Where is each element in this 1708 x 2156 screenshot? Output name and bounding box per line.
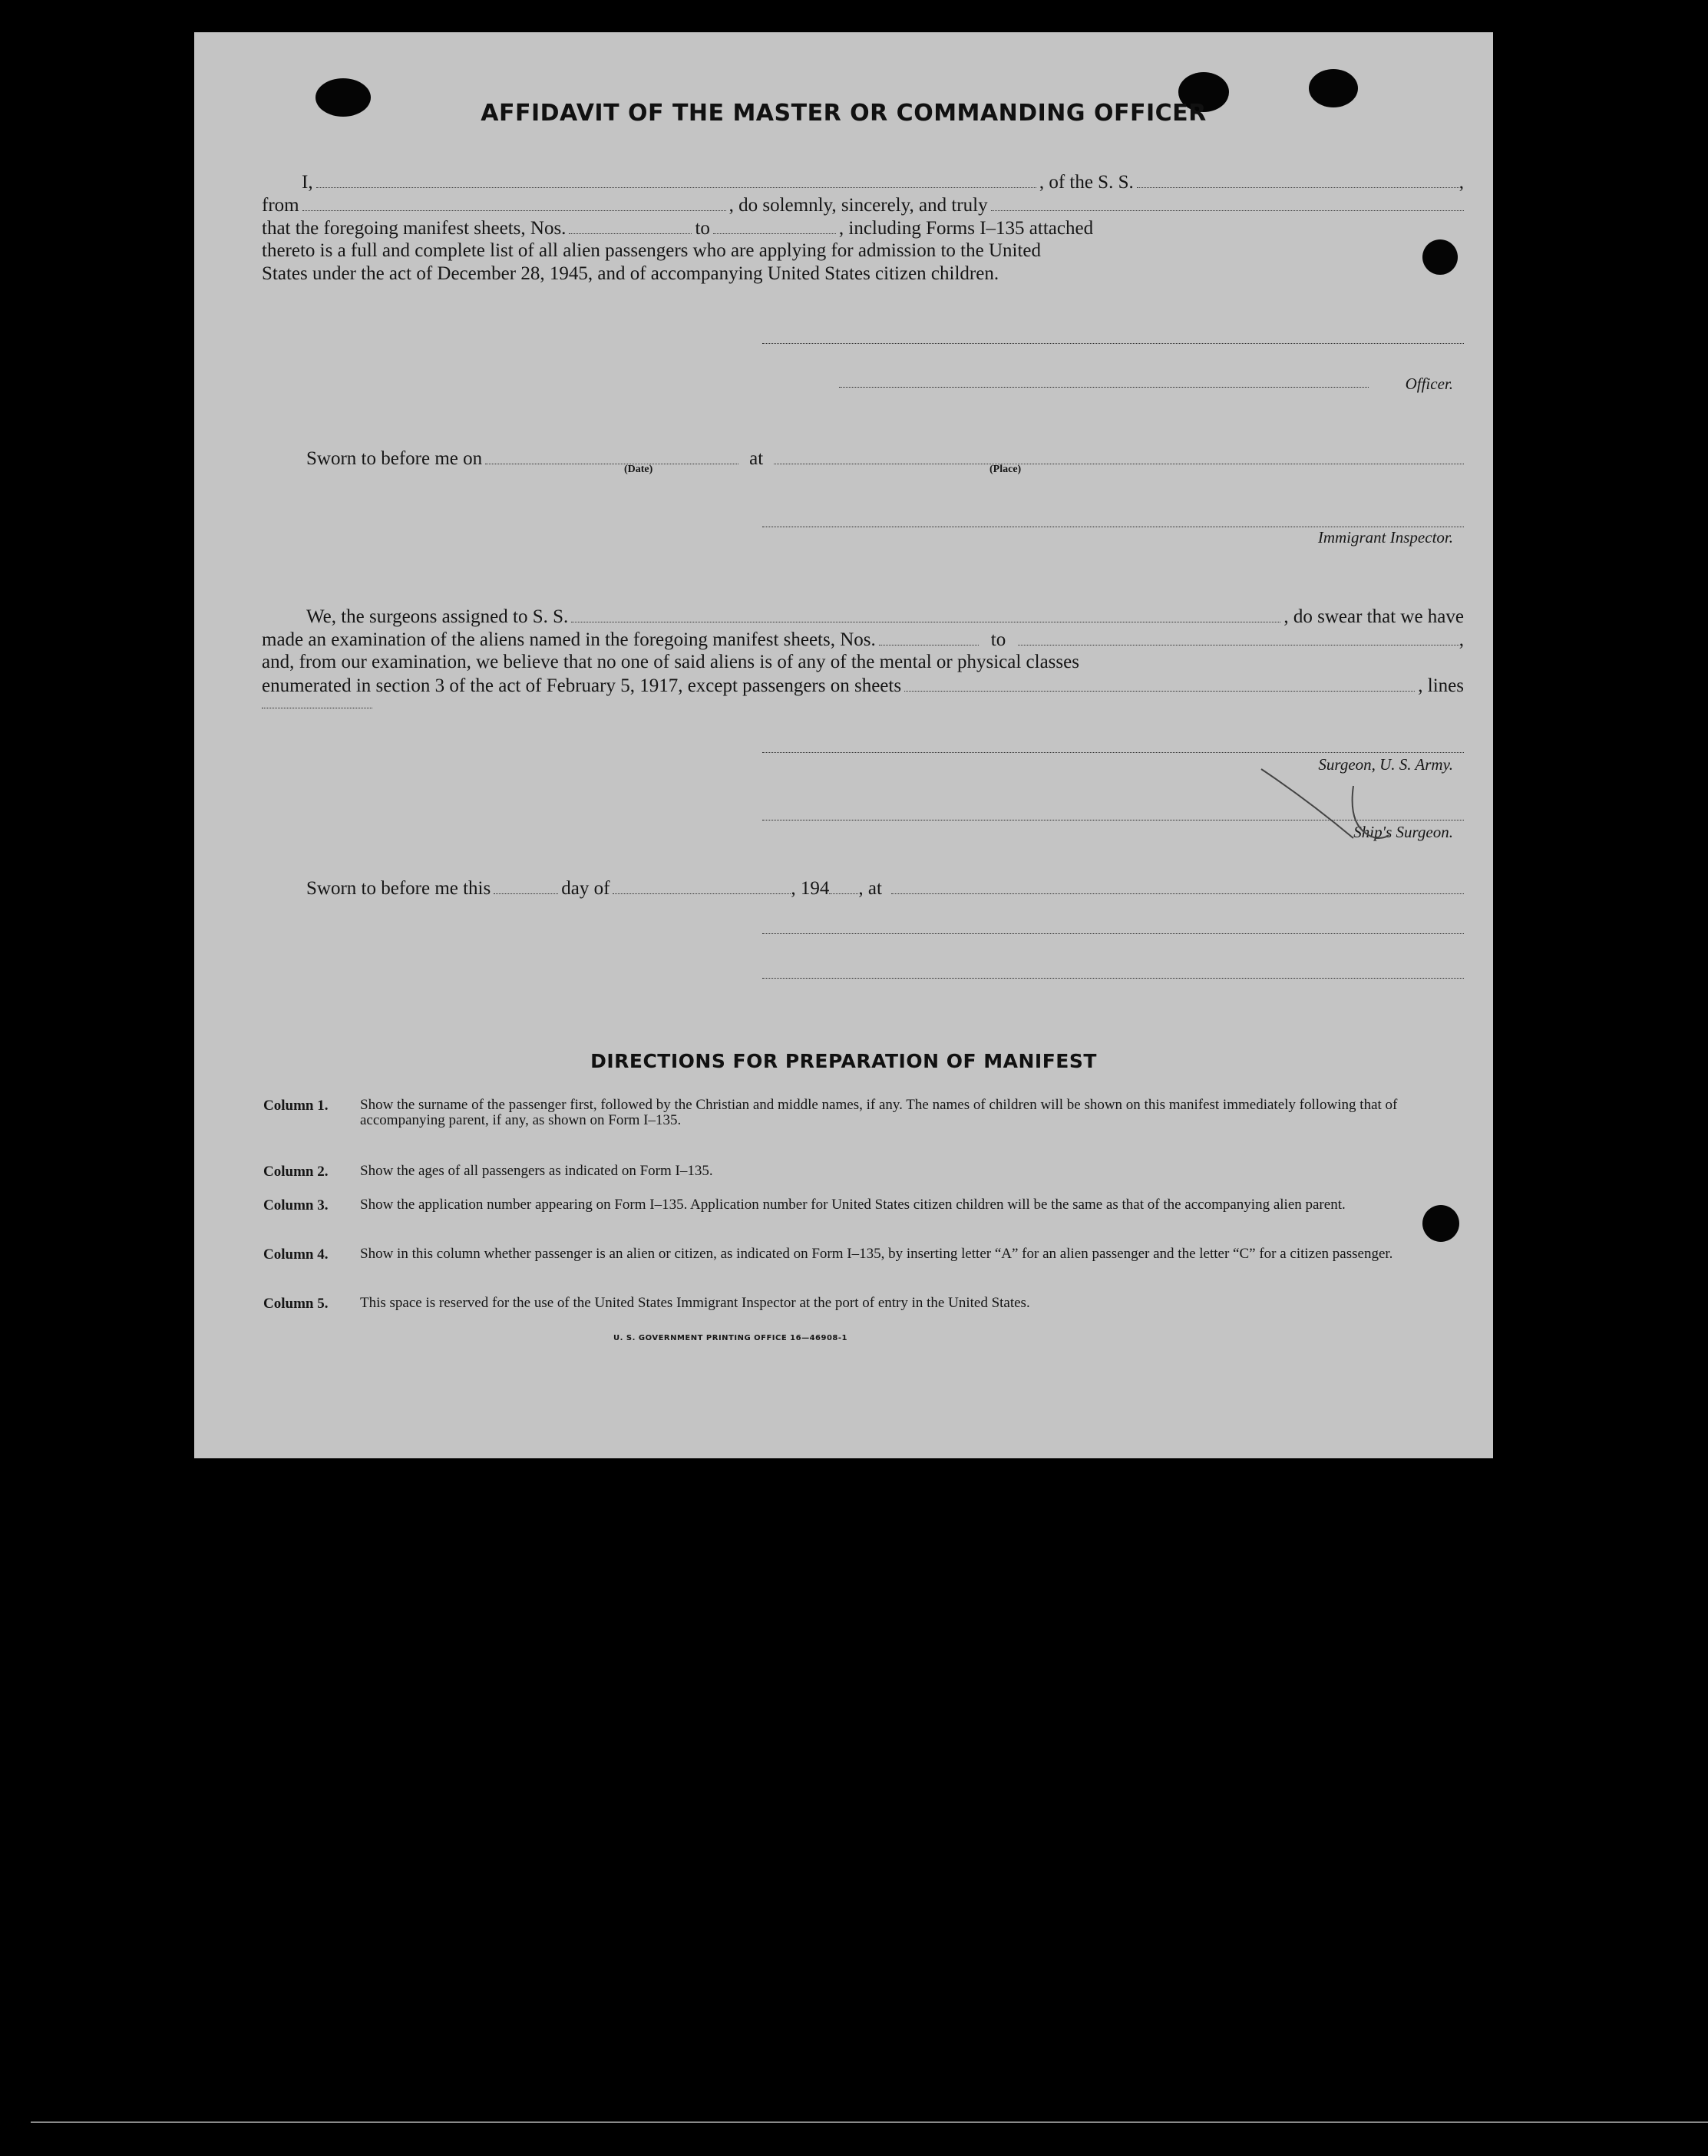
direction-text-3: Show the application number appearing on Form I–135. Application number for United States citizen children will be the same as that of the accompanying alien parent. xyxy=(360,1197,1346,1213)
affidavit-line-1: I, , of the S. S. , xyxy=(302,172,1464,193)
sworn2-signature-line-2[interactable] xyxy=(762,978,1464,979)
ship-surgeon-caption: Ship's Surgeon. xyxy=(1353,823,1453,841)
direction-text-2: Show the ages of all passengers as indicated on Form I–135. xyxy=(360,1163,713,1179)
sheet-nos-to-field[interactable] xyxy=(713,233,836,234)
scan-edge-line xyxy=(31,2121,1708,2123)
direction-label-4: Column 4. xyxy=(263,1246,329,1263)
sworn2-signature-line-1[interactable] xyxy=(762,933,1464,934)
pencil-mark xyxy=(1254,761,1407,853)
ship-name-field[interactable] xyxy=(1137,187,1459,188)
affidavit-line-5: States under the act of December 28, 1945, and of accompanying United States citizen children. xyxy=(262,263,999,284)
sworn2-place-field[interactable] xyxy=(891,893,1464,894)
sworn-line-1: Sworn to before me on at xyxy=(306,447,1464,470)
officer-caption: Officer. xyxy=(1405,375,1453,393)
sworn-line-2: Sworn to before me this day of , 194 , at xyxy=(306,877,1464,900)
direction-label-1: Column 1. xyxy=(263,1098,329,1114)
affidavit-title: AFFIDAVIT OF THE MASTER OR COMMANDING OFFICER xyxy=(481,100,1207,127)
direction-label-2: Column 2. xyxy=(263,1164,329,1180)
text-of-ss: , of the S. S. xyxy=(1039,172,1134,193)
direction-text-4: Show in this column whether passenger is an alien or citizen, as indicated on Form I–135, by inserting letter “A” for an alien passenger and the letter “C” for a citizen passenger. xyxy=(360,1246,1393,1262)
direction-label-3: Column 3. xyxy=(263,1197,329,1213)
direction-text-5: This space is reserved for the use of the United States Immigrant Inspector at the port of entry in the United States. xyxy=(360,1295,1030,1311)
affidavit-line-3: that the foregoing manifest sheets, Nos. to , including Forms I–135 attached xyxy=(262,218,1094,239)
affidavit-line-4: thereto is a full and complete list of all alien passengers who are applying for admission to the United xyxy=(262,240,1042,261)
surgeons-line-4: enumerated in section 3 of the act of February 5, 1917, except passengers on sheets , lines xyxy=(262,675,1464,696)
army-surgeon-caption: Surgeon, U. S. Army. xyxy=(1318,755,1453,774)
surgeons-line-2: made an examination of the aliens named in the foregoing manifest sheets, Nos. to , xyxy=(262,629,1464,650)
direction-label-5: Column 5. xyxy=(263,1296,329,1312)
printing-office-imprint: U. S. GOVERNMENT PRINTING OFFICE 16—46908-1 xyxy=(613,1334,847,1342)
surgeons-line-1: We, the surgeons assigned to S. S. , do swear that we have xyxy=(306,606,1464,627)
sworn2-month-field[interactable] xyxy=(613,893,791,894)
affidavit-line-2: from , do solemnly, sincerely, and truly xyxy=(262,193,1464,216)
place-caption: (Place) xyxy=(989,464,1022,475)
master-name-field[interactable] xyxy=(316,187,1036,188)
from-port-field[interactable] xyxy=(302,210,726,211)
army-surgeon-signature-line[interactable] xyxy=(762,752,1464,753)
direction-text-1: Show the surname of the passenger first, followed by the Christian and middle names, if any. The names of children will be shown on this manifest immediately following that of accompanying parent, if any, as shown on Form I–135. xyxy=(360,1097,1398,1128)
affirm-field[interactable] xyxy=(991,210,1464,211)
except-sheets-field[interactable] xyxy=(904,691,1415,692)
surgeons-line-3: and, from our examination, we believe that no one of said aliens is of any of the mental or physical classes xyxy=(262,652,1079,672)
directions-title: DIRECTIONS FOR PREPARATION OF MANIFEST xyxy=(590,1050,1097,1072)
sworn2-year-field[interactable] xyxy=(829,893,858,894)
date-caption: (Date) xyxy=(624,464,653,475)
sworn2-day-field[interactable] xyxy=(494,893,558,894)
officer-signature-line-1[interactable] xyxy=(762,343,1464,344)
text-i: I, xyxy=(302,172,313,193)
sheet-nos-from-field[interactable] xyxy=(569,233,692,234)
inspector-caption: Immigrant Inspector. xyxy=(1317,528,1453,546)
form-page xyxy=(194,32,1493,1458)
